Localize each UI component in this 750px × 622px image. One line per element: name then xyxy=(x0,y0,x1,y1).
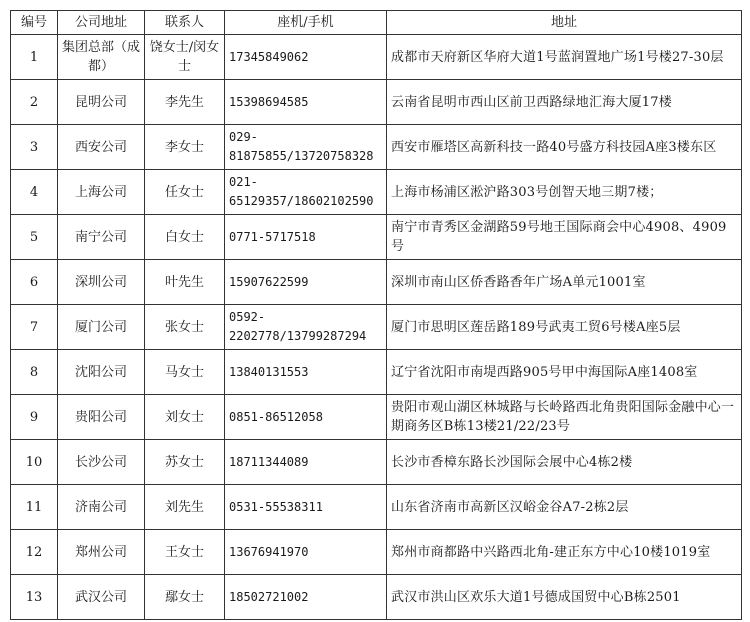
table-row xyxy=(11,305,742,350)
address-cell: 郑州市商都路中兴路西北角-建正东方中心10楼1019室 xyxy=(387,530,742,575)
number-cell: 11 xyxy=(11,485,58,530)
contact-cell: 张女士 xyxy=(145,305,225,350)
contact-cell: 李先生 xyxy=(145,80,225,125)
contact-cell: 叶先生 xyxy=(145,260,225,305)
company-cell: 贵阳公司 xyxy=(58,395,145,440)
header-company: 公司地址 xyxy=(58,11,145,35)
phone-cell: 17345849062 xyxy=(225,35,387,80)
number-cell: 12 xyxy=(11,530,58,575)
address-cell: 辽宁省沈阳市南堤西路905号甲中海国际A座1408室 xyxy=(387,350,742,395)
number-cell: 1 xyxy=(11,35,58,80)
address-cell: 厦门市思明区莲岳路189号武夷工贸6号楼A座5层 xyxy=(387,305,742,350)
phone-cell: 0771-5717518 xyxy=(225,215,387,260)
number-cell: 5 xyxy=(11,215,58,260)
company-cell: 济南公司 xyxy=(58,485,145,530)
address-cell: 长沙市香樟东路长沙国际会展中心4栋2楼 xyxy=(387,440,742,485)
phone-cell: 021-65129357/18602102590 xyxy=(225,170,387,215)
contact-cell: 李女士 xyxy=(145,125,225,170)
company-cell: 厦门公司 xyxy=(58,305,145,350)
phone-cell: 18502721002 xyxy=(225,575,387,620)
company-cell: 集团总部（成都） xyxy=(58,35,145,80)
phone-cell: 0851-86512058 xyxy=(225,395,387,440)
company-cell: 上海公司 xyxy=(58,170,145,215)
header-address: 地址 xyxy=(387,11,742,35)
phone-cell: 15398694585 xyxy=(225,80,387,125)
contact-cell: 任女士 xyxy=(145,170,225,215)
table-row xyxy=(11,125,742,170)
contact-cell: 鄢女士 xyxy=(145,575,225,620)
contact-cell: 饶女士/闵女士 xyxy=(145,35,225,80)
address-cell: 西安市雁塔区高新科技一路40号盛方科技园A座3楼东区 xyxy=(387,125,742,170)
address-cell: 上海市杨浦区淞沪路303号创智天地三期7楼； xyxy=(387,170,742,215)
contact-cell: 刘先生 xyxy=(145,485,225,530)
number-cell: 13 xyxy=(11,575,58,620)
table-row xyxy=(11,485,742,530)
number-cell: 8 xyxy=(11,350,58,395)
phone-cell: 029-81875855/13720758328 xyxy=(225,125,387,170)
phone-cell: 0592-2202778/13799287294 xyxy=(225,305,387,350)
office-directory-table xyxy=(10,10,742,620)
address-cell: 山东省济南市高新区汉峪金谷A7-2栋2层 xyxy=(387,485,742,530)
number-cell: 9 xyxy=(11,395,58,440)
address-cell: 南宁市青秀区金湖路59号地王国际商会中心4908、4909号 xyxy=(387,215,742,260)
header-number: 编号 xyxy=(11,11,58,35)
table-row xyxy=(11,395,742,440)
phone-cell: 13840131553 xyxy=(225,350,387,395)
company-cell: 沈阳公司 xyxy=(58,350,145,395)
phone-cell: 0531-55538311 xyxy=(225,485,387,530)
table-row xyxy=(11,35,742,80)
address-cell: 武汉市洪山区欢乐大道1号德成国贸中心B栋2501 xyxy=(387,575,742,620)
header-phone: 座机/手机 xyxy=(225,11,387,35)
address-cell: 深圳市南山区侨香路香年广场A单元1001室 xyxy=(387,260,742,305)
number-cell: 10 xyxy=(11,440,58,485)
contact-cell: 刘女士 xyxy=(145,395,225,440)
company-cell: 郑州公司 xyxy=(58,530,145,575)
table-body xyxy=(11,35,742,620)
company-cell: 西安公司 xyxy=(58,125,145,170)
company-cell: 武汉公司 xyxy=(58,575,145,620)
address-cell: 贵阳市观山湖区林城路与长岭路西北角贵阳国际金融中心一期商务区B栋13楼21/22/23号 xyxy=(387,395,742,440)
table-row xyxy=(11,575,742,620)
address-cell: 成都市天府新区华府大道1号蓝润置地广场1号楼27-30层 xyxy=(387,35,742,80)
number-cell: 3 xyxy=(11,125,58,170)
company-cell: 南宁公司 xyxy=(58,215,145,260)
number-cell: 7 xyxy=(11,305,58,350)
contact-cell: 王女士 xyxy=(145,530,225,575)
table-row xyxy=(11,260,742,305)
table-row xyxy=(11,440,742,485)
number-cell: 6 xyxy=(11,260,58,305)
phone-cell: 18711344089 xyxy=(225,440,387,485)
header-row xyxy=(11,11,742,35)
table-row xyxy=(11,350,742,395)
contact-cell: 马女士 xyxy=(145,350,225,395)
company-cell: 昆明公司 xyxy=(58,80,145,125)
table-row xyxy=(11,170,742,215)
number-cell: 2 xyxy=(11,80,58,125)
contact-cell: 苏女士 xyxy=(145,440,225,485)
phone-cell: 13676941970 xyxy=(225,530,387,575)
table-row xyxy=(11,215,742,260)
address-cell: 云南省昆明市西山区前卫西路绿地汇海大厦17楼 xyxy=(387,80,742,125)
company-cell: 深圳公司 xyxy=(58,260,145,305)
company-cell: 长沙公司 xyxy=(58,440,145,485)
number-cell: 4 xyxy=(11,170,58,215)
contact-cell: 白女士 xyxy=(145,215,225,260)
phone-cell: 15907622599 xyxy=(225,260,387,305)
table-row xyxy=(11,530,742,575)
header-contact: 联系人 xyxy=(145,11,225,35)
table-row xyxy=(11,80,742,125)
